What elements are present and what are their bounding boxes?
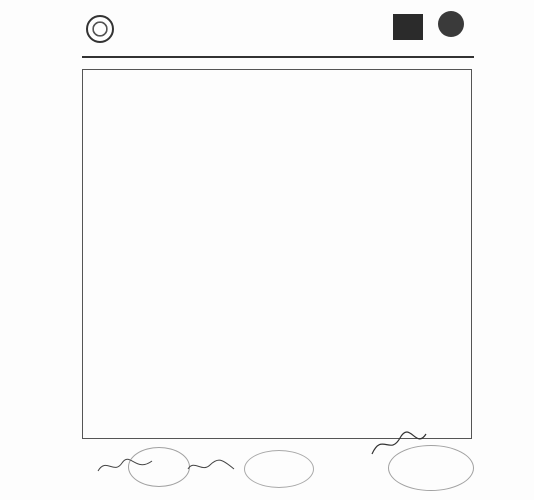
institution-stamp-2 (244, 450, 314, 488)
calendar-grid (82, 69, 472, 439)
college-logo (86, 15, 114, 43)
naac-grade-badge (438, 11, 464, 37)
header-divider (82, 56, 474, 58)
signature-scribble-2 (186, 455, 236, 477)
dte-code-badge (393, 14, 423, 40)
principal-stamp (388, 445, 474, 491)
institution-stamp-1 (128, 447, 190, 487)
